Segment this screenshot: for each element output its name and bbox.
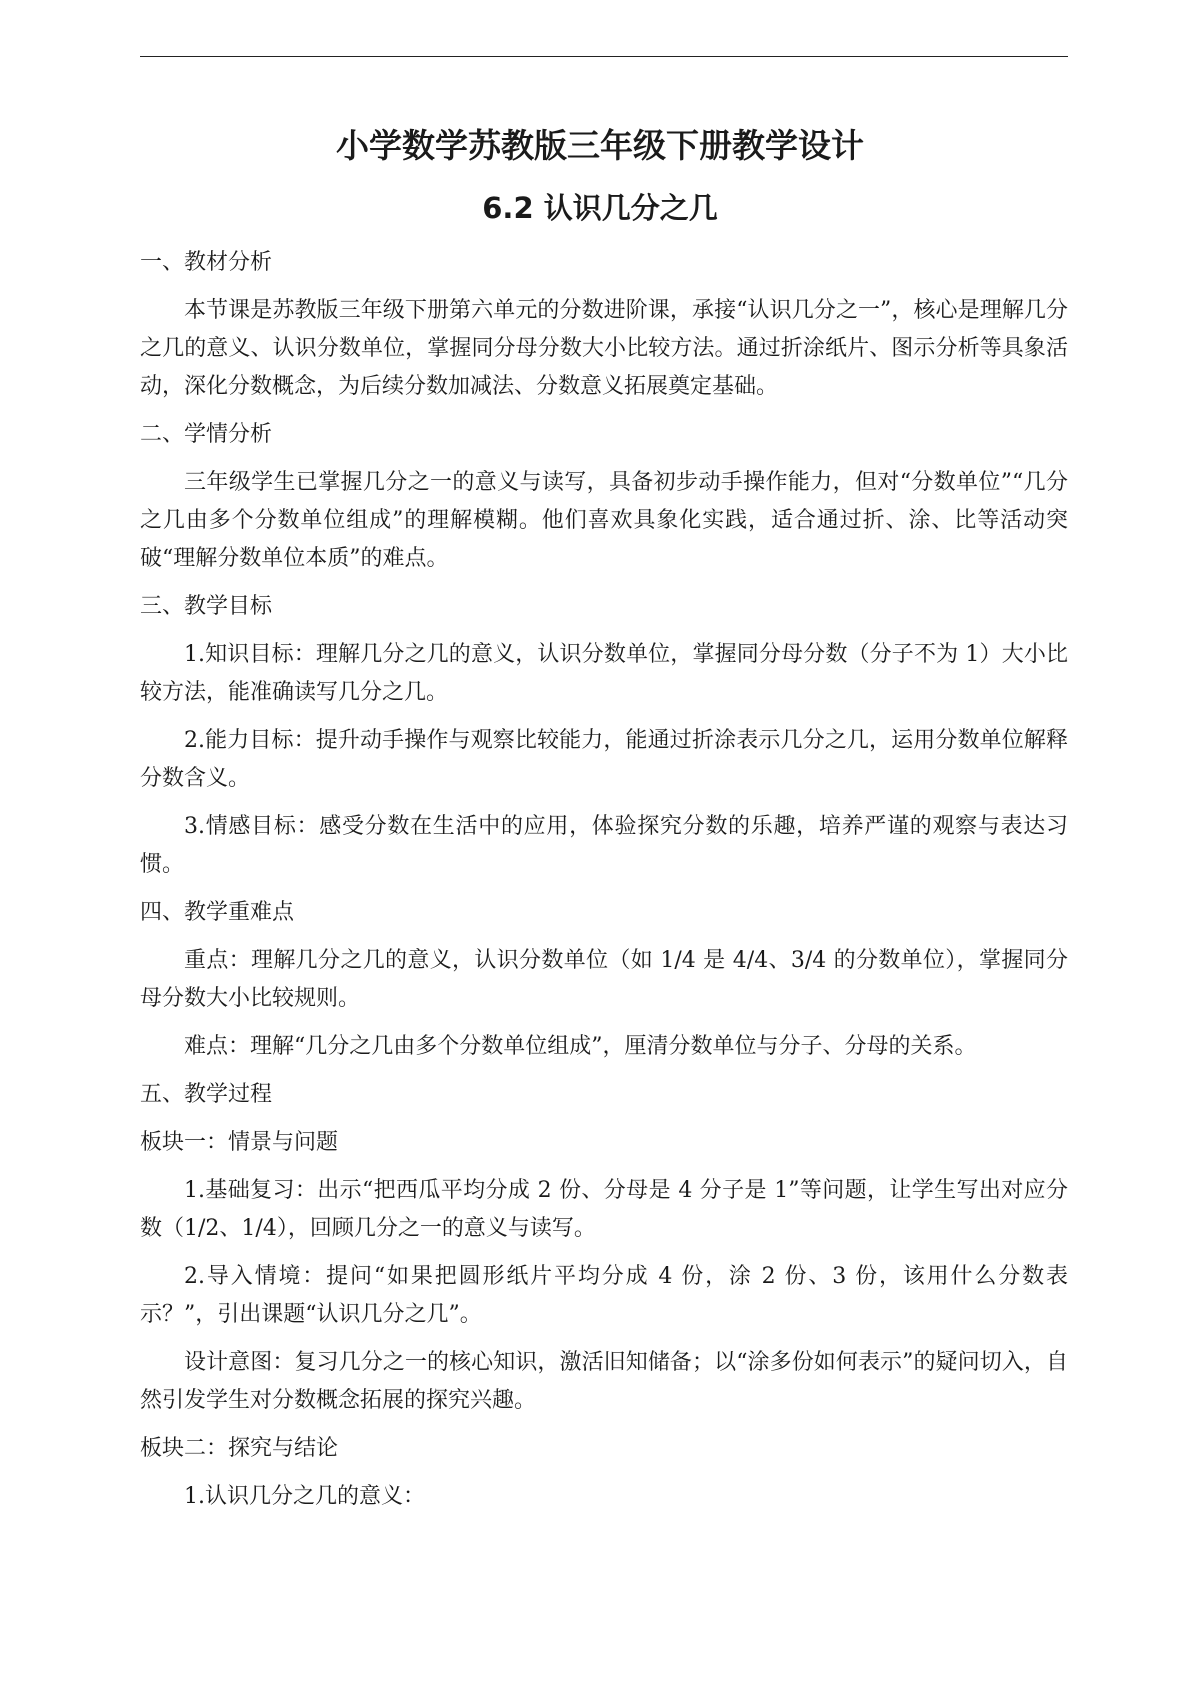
paragraph: 难点：理解“几分之几由多个分数单位组成”，厘清分数单位与分子、分母的关系。 bbox=[184, 1034, 977, 1059]
section-heading-teaching-process: 五、教学过程 bbox=[140, 1082, 273, 1107]
paragraph: 重点：理解几分之几的意义，认识分数单位（如 1/4 是 4/4、3/4 的分数单位），掌握同分母分数大小比较规则。 bbox=[140, 948, 1068, 1011]
paragraph: 3.情感目标：感受分数在生活中的应用，体验探究分数的乐趣，培养严谨的观察与表达习惯。 bbox=[140, 814, 1068, 877]
paragraph: 2.导入情境：提问“如果把圆形纸片平均分成 4 份，涂 2 份、3 份，该用什么分数表示？”，引出课题“认识几分之几”。 bbox=[140, 1264, 1068, 1327]
section-heading-key-difficulties: 四、教学重难点 bbox=[140, 900, 295, 925]
block-heading-scenario: 板块一：情景与问题 bbox=[140, 1130, 339, 1155]
paragraph: 1.知识目标：理解几分之几的意义，认识分数单位，掌握同分母分数（分子不为 1）大小比较方法，能准确读写几分之几。 bbox=[140, 642, 1068, 705]
section-heading-textbook-analysis: 一、教材分析 bbox=[140, 250, 273, 275]
document-title: 小学数学苏教版三年级下册教学设计 bbox=[336, 126, 864, 165]
header-rule bbox=[140, 56, 1068, 57]
document-body bbox=[140, 244, 1068, 1526]
paragraph: 设计意图：复习几分之一的核心知识，激活旧知储备；以“涂多份如何表示”的疑问切入，自然引发学生对分数概念拓展的探究兴趣。 bbox=[140, 1350, 1068, 1413]
paragraph: 三年级学生已掌握几分之一的意义与读写，具备初步动手操作能力，但对“分数单位”“几分之几由多个分数单位组成”的理解模糊。他们喜欢具象化实践，适合通过折、涂、比等活动突破“理解分数单位本质”的难点。 bbox=[140, 470, 1068, 571]
paragraph: 1.基础复习：出示“把西瓜平均分成 2 份、分母是 4 分子是 1”等问题，让学生写出对应分数（1/2、1/4），回顾几分之一的意义与读写。 bbox=[140, 1178, 1068, 1241]
paragraph: 本节课是苏教版三年级下册第六单元的分数进阶课，承接“认识几分之一”，核心是理解几分之几的意义、认识分数单位，掌握同分母分数大小比较方法。通过折涂纸片、图示分析等具象活动，深化分数概念，为后续分数加减法、分数意义拓展奠定基础。 bbox=[140, 298, 1068, 399]
section-heading-student-analysis: 二、学情分析 bbox=[140, 422, 273, 447]
paragraph: 1.认识几分之几的意义： bbox=[184, 1484, 425, 1509]
paragraph: 2.能力目标：提升动手操作与观察比较能力，能通过折涂表示几分之几，运用分数单位解释分数含义。 bbox=[140, 728, 1068, 791]
block-heading-exploration: 板块二：探究与结论 bbox=[140, 1436, 339, 1461]
document-subtitle: 6.2 认识几分之几 bbox=[482, 191, 718, 225]
section-heading-teaching-goals: 三、教学目标 bbox=[140, 594, 273, 619]
